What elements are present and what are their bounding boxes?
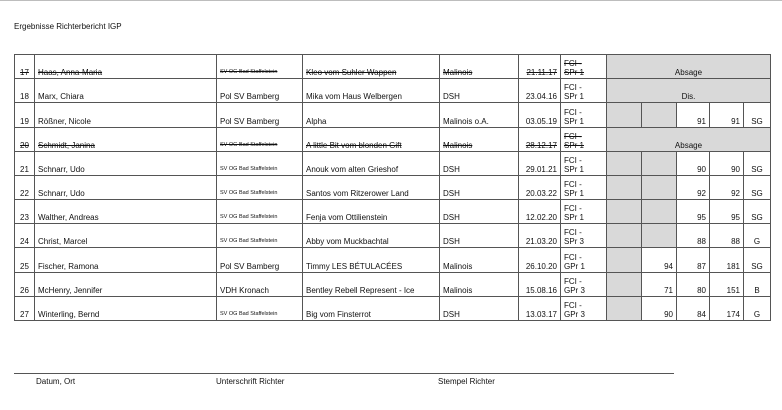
class-level: SPr 1: [564, 116, 585, 126]
dog-name-cell: A little Bit vom blonden Gift: [303, 127, 440, 151]
handler-cell: Christ, Marcel: [35, 224, 217, 248]
class-level: GPr 3: [564, 310, 585, 319]
class-prefix: FCI -: [564, 301, 582, 310]
grade-cell: B: [744, 272, 771, 296]
row-number-cell: 24: [15, 224, 35, 248]
dog-name-cell: Bentley Rebell Represent - Ice: [303, 272, 440, 296]
score-b-cell: 90: [642, 296, 677, 320]
status-cell: Dis.: [607, 79, 771, 103]
class-prefix: FCI -: [564, 83, 582, 93]
row-number-cell: 17: [15, 55, 35, 79]
total-score-cell: 92: [710, 175, 744, 199]
grade-cell: G: [744, 296, 771, 320]
dog-name-cell: Kleo vom Suhler Wappen: [303, 55, 440, 79]
class-cell: [561, 200, 607, 224]
grade-cell: SG: [744, 175, 771, 199]
class-prefix: FCI -: [564, 228, 582, 238]
handler-cell: Schnarr, Udo: [35, 175, 217, 199]
row-number-cell: 25: [15, 248, 35, 272]
class-prefix: FCI -: [564, 59, 582, 69]
class-cell: [561, 151, 607, 175]
handler-cell: Fischer, Ramona: [35, 248, 217, 272]
table-row: [15, 79, 771, 103]
results-table: [14, 54, 771, 321]
class-prefix: FCI -: [564, 131, 582, 141]
table-row: [15, 200, 771, 224]
judge-stamp-label: Stempel Richter: [438, 377, 495, 386]
date-place-label: Datum, Ort: [36, 377, 76, 386]
dog-name-cell: Big vom Finsterrot: [303, 296, 440, 320]
grade-cell: SG: [744, 151, 771, 175]
breed-cell: DSH: [440, 79, 519, 103]
score-a-cell: [607, 224, 642, 248]
class-prefix: FCI -: [564, 204, 582, 214]
class-level: SPr 1: [564, 92, 585, 102]
dog-name-cell: Abby vom Muckbachtal: [303, 224, 440, 248]
score-a-cell: [607, 200, 642, 224]
class-cell: [561, 224, 607, 248]
score-b-cell: [642, 200, 677, 224]
class-level: SPr 1: [564, 140, 585, 150]
class-prefix: FCI -: [564, 276, 582, 286]
score-a-cell: [607, 175, 642, 199]
score-a-cell: [607, 272, 642, 296]
score-b-cell: [642, 151, 677, 175]
signature-line: [14, 373, 674, 374]
birth-date-cell: 12.02.20: [519, 200, 561, 224]
class-level: GPr 1: [564, 261, 585, 271]
club-cell: VDH Kronach: [217, 272, 303, 296]
class-cell: [561, 272, 607, 296]
score-a-cell: [607, 296, 642, 320]
score-a-cell: [607, 103, 642, 127]
class-cell: [561, 248, 607, 272]
birth-date-cell: 28.12.17: [519, 127, 561, 151]
table-row: [15, 296, 771, 320]
handler-cell: Winterling, Bernd: [35, 296, 217, 320]
class-level: SPr 1: [564, 213, 585, 223]
grade-cell: SG: [744, 103, 771, 127]
class-level: SPr 3: [564, 237, 585, 247]
club-cell: Pol SV Bamberg: [217, 248, 303, 272]
table-row: [15, 151, 771, 175]
dog-name-cell: Mika vom Haus Welbergen: [303, 79, 440, 103]
handler-cell: Haas, Anna-Maria: [35, 55, 217, 79]
class-prefix: FCI -: [564, 252, 582, 262]
total-score-cell: 88: [710, 224, 744, 248]
score-b-cell: [642, 175, 677, 199]
class-cell: [561, 296, 607, 320]
row-number-cell: 21: [15, 151, 35, 175]
score-b-cell: 71: [642, 272, 677, 296]
total-score-cell: 151: [710, 272, 744, 296]
total-score-cell: 181: [710, 248, 744, 272]
class-prefix: FCI -: [564, 180, 582, 190]
breed-cell: Malinois: [440, 272, 519, 296]
class-cell: [561, 175, 607, 199]
row-number-cell: 26: [15, 272, 35, 296]
birth-date-cell: 21.11.17: [519, 55, 561, 79]
total-score-cell: 91: [710, 103, 744, 127]
class-prefix: FCI -: [564, 155, 582, 165]
score-c-cell: 90: [677, 151, 710, 175]
birth-date-cell: 20.03.22: [519, 175, 561, 199]
total-score-cell: 90: [710, 151, 744, 175]
score-c-cell: 95: [677, 200, 710, 224]
class-cell: [561, 55, 607, 79]
grade-cell: SG: [744, 200, 771, 224]
club-cell: SV OG Bad Staffelstein: [217, 296, 303, 320]
handler-cell: McHenry, Jennifer: [35, 272, 217, 296]
table-row: [15, 103, 771, 127]
birth-date-cell: 26.10.20: [519, 248, 561, 272]
handler-cell: Schnarr, Udo: [35, 151, 217, 175]
breed-cell: DSH: [440, 175, 519, 199]
breed-cell: DSH: [440, 200, 519, 224]
breed-cell: DSH: [440, 296, 519, 320]
score-c-cell: 88: [677, 224, 710, 248]
score-c-cell: 87: [677, 248, 710, 272]
birth-date-cell: 13.03.17: [519, 296, 561, 320]
breed-cell: Malinois: [440, 127, 519, 151]
score-a-cell: [607, 151, 642, 175]
birth-date-cell: 23.04.16: [519, 79, 561, 103]
class-cell: [561, 79, 607, 103]
row-number-cell: 23: [15, 200, 35, 224]
top-border-line: [0, 0, 782, 1]
table-row: [15, 272, 771, 296]
handler-cell: Rößner, Nicole: [35, 103, 217, 127]
breed-cell: Malinois: [440, 248, 519, 272]
score-b-cell: 94: [642, 248, 677, 272]
score-c-cell: 92: [677, 175, 710, 199]
total-score-cell: 95: [710, 200, 744, 224]
breed-cell: Malinois o.A.: [440, 103, 519, 127]
row-number-cell: 19: [15, 103, 35, 127]
breed-cell: DSH: [440, 224, 519, 248]
class-level: SPr 1: [564, 189, 585, 199]
dog-name-cell: Fenja vom Ottilienstein: [303, 200, 440, 224]
dog-name-cell: Anouk vom alten Grieshof: [303, 151, 440, 175]
table-row: [15, 175, 771, 199]
birth-date-cell: 15.08.16: [519, 272, 561, 296]
score-c-cell: 80: [677, 272, 710, 296]
score-c-cell: 91: [677, 103, 710, 127]
breed-cell: DSH: [440, 151, 519, 175]
birth-date-cell: 03.05.19: [519, 103, 561, 127]
breed-cell: Malinois: [440, 55, 519, 79]
handler-cell: Schmidt, Janina: [35, 127, 217, 151]
club-cell: SV OG Bad Staffelstein: [217, 224, 303, 248]
dog-name-cell: Santos vom Ritzerower Land: [303, 175, 440, 199]
dog-name-cell: Timmy LES BÉTULACÉES: [303, 248, 440, 272]
table-row: [15, 55, 771, 79]
table-row: [15, 127, 771, 151]
grade-cell: G: [744, 224, 771, 248]
row-number-cell: 18: [15, 79, 35, 103]
score-b-cell: [642, 103, 677, 127]
handler-cell: Walther, Andreas: [35, 200, 217, 224]
club-cell: SV OG Bad Staffelstein: [217, 175, 303, 199]
birth-date-cell: 29.01.21: [519, 151, 561, 175]
club-cell: Pol SV Bamberg: [217, 103, 303, 127]
status-cell: Absage: [607, 127, 771, 151]
class-level: SPr 1: [564, 68, 585, 78]
judge-signature-label: Unterschrift Richter: [216, 377, 285, 386]
club-cell: Pol SV Bamberg: [217, 79, 303, 103]
club-cell: SV OG Bad Staffelstein: [217, 127, 303, 151]
row-number-cell: 27: [15, 296, 35, 320]
document-title: Ergebnisse Richterbericht IGP: [14, 22, 122, 31]
score-c-cell: 84: [677, 296, 710, 320]
class-cell: [561, 127, 607, 151]
club-cell: SV OG Bad Staffelstein: [217, 151, 303, 175]
club-cell: SV OG Bad Staffelstein: [217, 200, 303, 224]
class-level: SPr 1: [564, 164, 585, 174]
handler-cell: Marx, Chiara: [35, 79, 217, 103]
club-cell: SV OG Bad Staffelstein: [217, 55, 303, 79]
table-row: [15, 248, 771, 272]
score-a-cell: [607, 248, 642, 272]
score-b-cell: [642, 224, 677, 248]
total-score-cell: 174: [710, 296, 744, 320]
row-number-cell: 20: [15, 127, 35, 151]
birth-date-cell: 21.03.20: [519, 224, 561, 248]
row-number-cell: 22: [15, 175, 35, 199]
class-prefix: FCI -: [564, 107, 582, 117]
dog-name-cell: Alpha: [303, 103, 440, 127]
grade-cell: SG: [744, 248, 771, 272]
table-row: [15, 224, 771, 248]
class-level: GPr 3: [564, 285, 585, 295]
class-cell: [561, 103, 607, 127]
status-cell: Absage: [607, 55, 771, 79]
